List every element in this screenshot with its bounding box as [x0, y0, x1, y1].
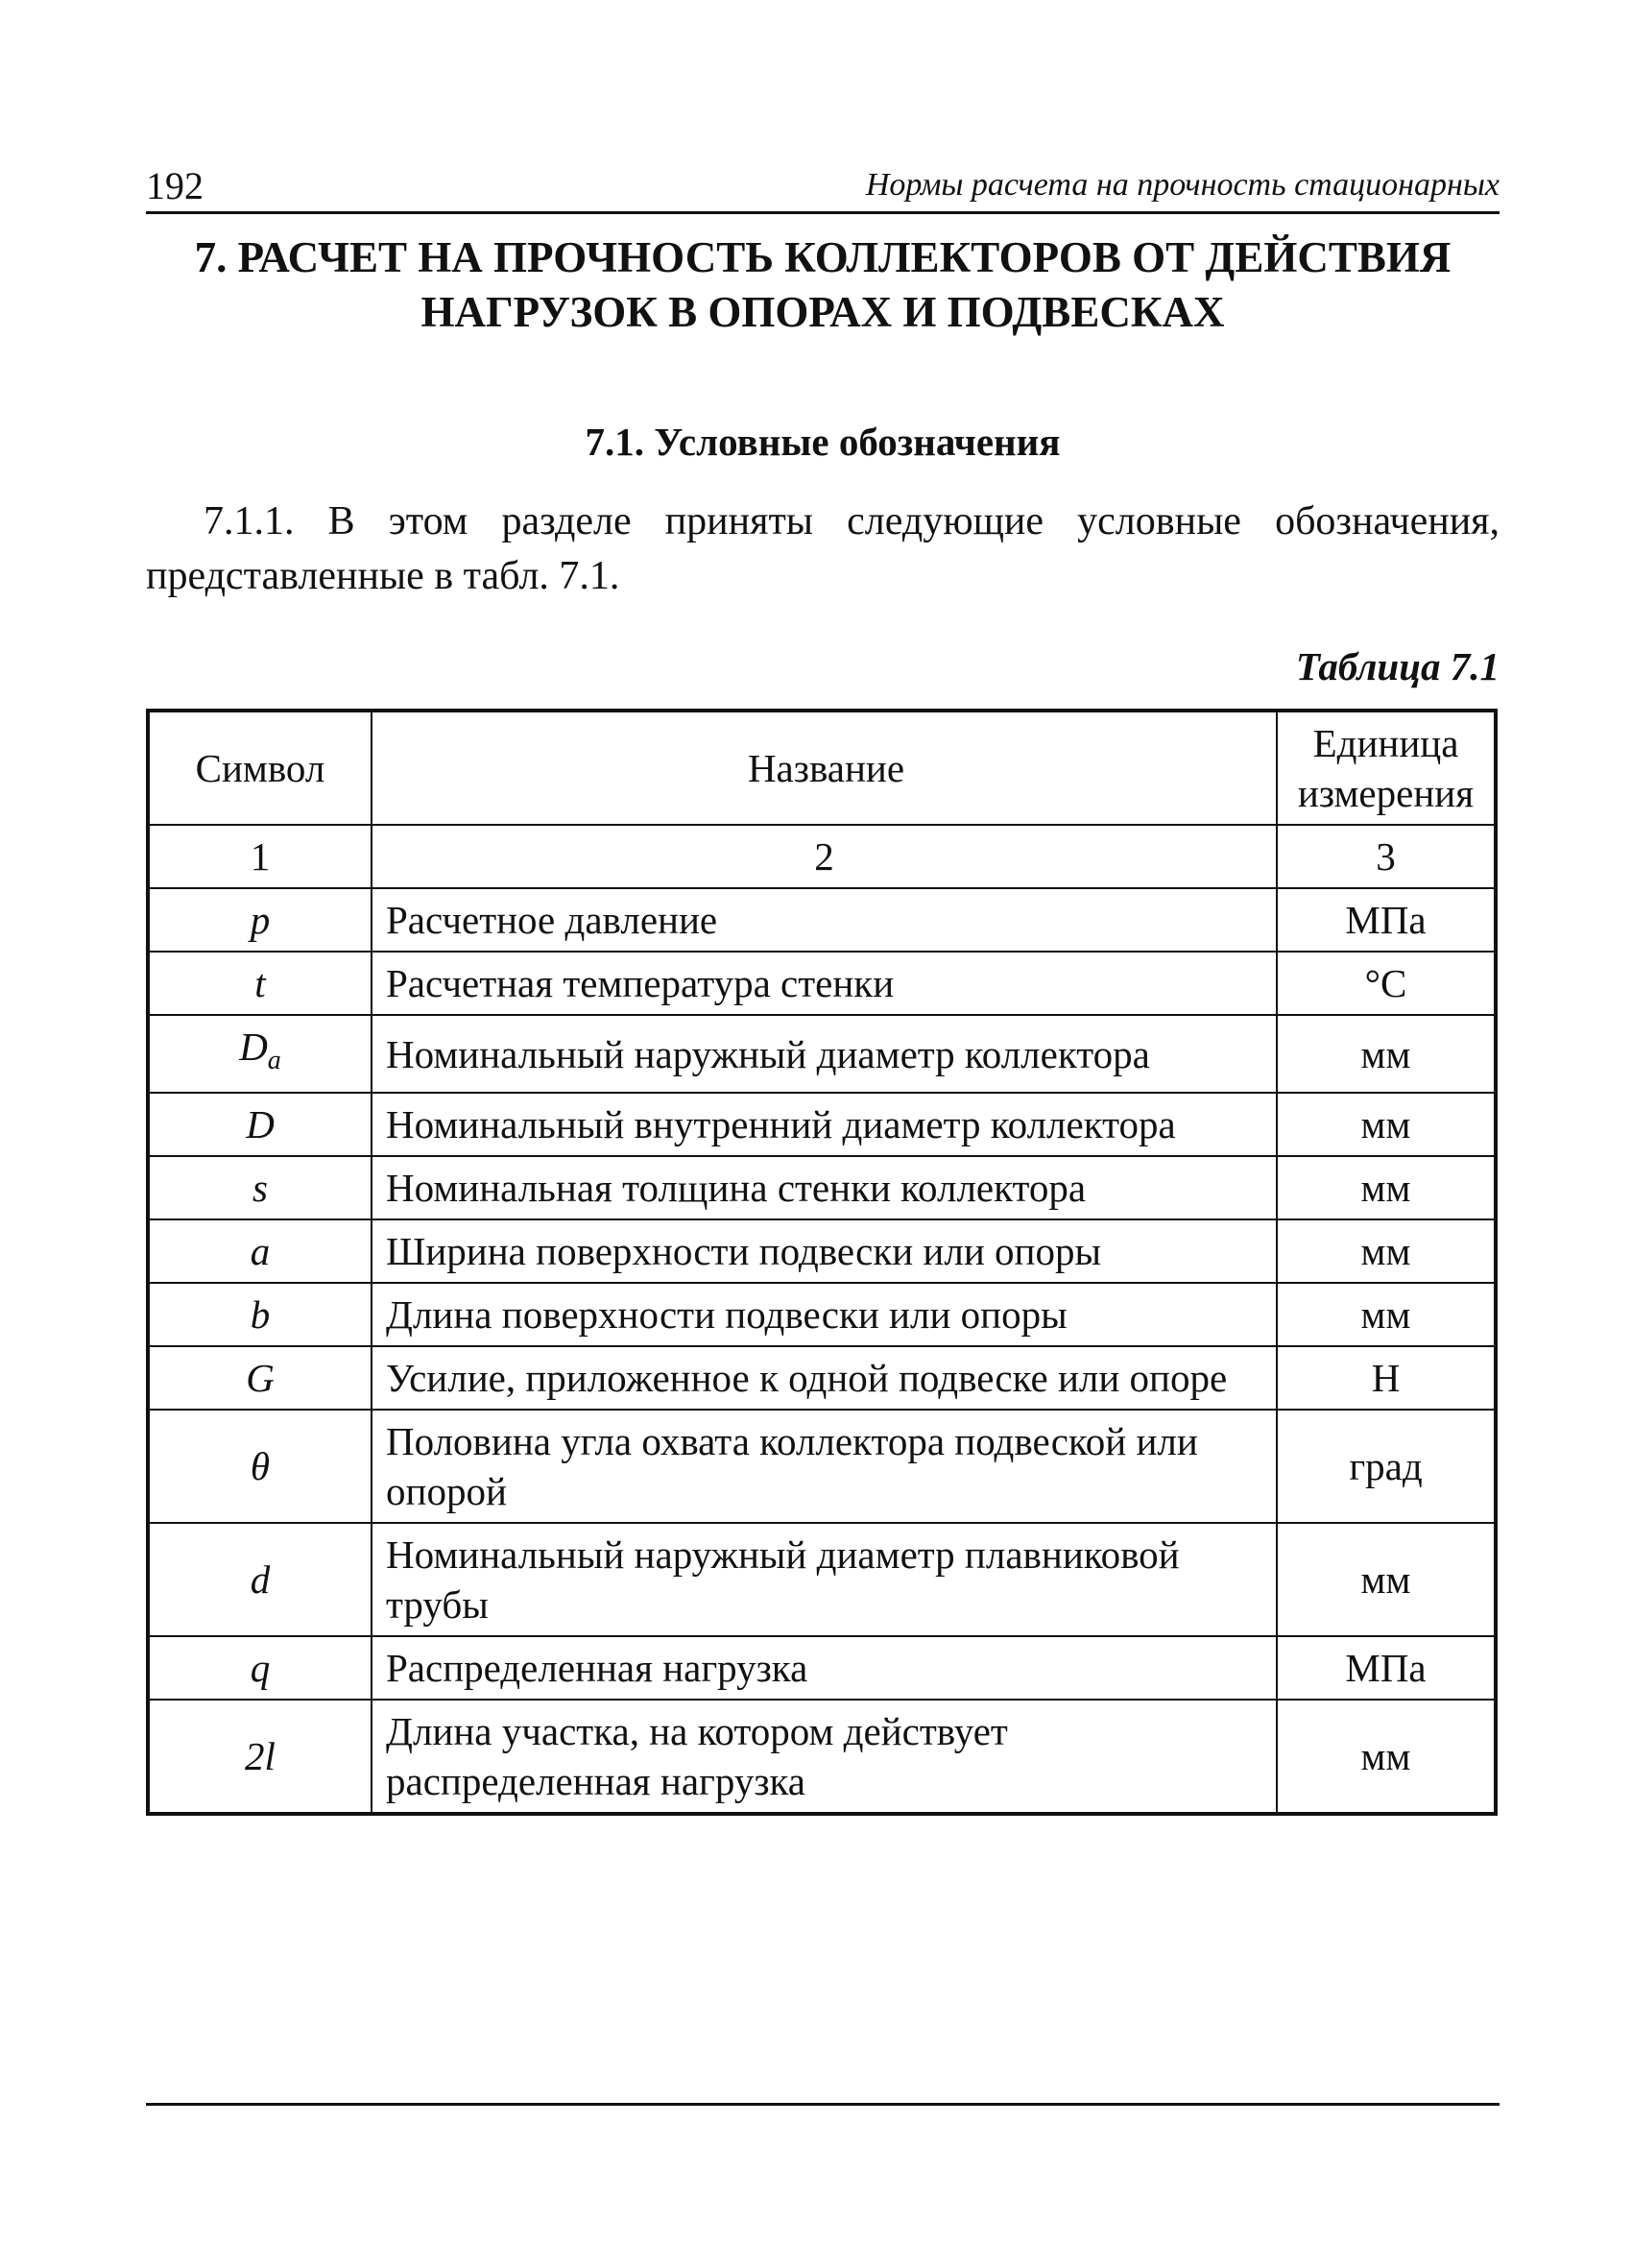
symbol-cell — [148, 1523, 372, 1636]
chapter-title — [146, 230, 1500, 340]
bottom-rule — [146, 2103, 1500, 2106]
unit-cell: мм — [1277, 1283, 1496, 1346]
symbol-text: θ — [250, 1444, 271, 1489]
name-cell: Длина поверхности подвески или опоры — [372, 1283, 1277, 1346]
symbol-cell — [148, 952, 372, 1015]
unit-cell: мм — [1277, 1523, 1496, 1636]
header-symbol: Символ — [148, 711, 372, 825]
symbol-cell — [148, 1636, 372, 1700]
name-cell: Номинальная толщина стенки коллектора — [372, 1156, 1277, 1219]
column-number: 3 — [1277, 825, 1496, 888]
symbol-text: D — [246, 1102, 275, 1147]
symbols-table — [146, 709, 1498, 1816]
name-cell: Распределенная нагрузка — [372, 1636, 1277, 1700]
unit-cell: МПа — [1277, 1636, 1496, 1700]
table-row — [148, 952, 1496, 1015]
paragraph-line-1: 7.1.1. В этом разделе приняты следующие условные обозначения, — [204, 499, 1500, 543]
name-cell: Усилие, приложенное к одной подвеске или опоре — [372, 1346, 1277, 1410]
paragraph-line-2: представленные в табл. 7.1. — [146, 554, 620, 598]
unit-cell: град — [1277, 1410, 1496, 1523]
table-row — [148, 1700, 1496, 1814]
table-row — [148, 1636, 1496, 1700]
symbol-text: p — [250, 898, 271, 942]
name-cell: Половина угла охвата коллектора подвеской или опорой — [372, 1410, 1277, 1523]
section-title: 7.1. Условные обозначения — [585, 420, 1061, 464]
page-number: 192 — [146, 164, 204, 207]
symbol-text: D — [239, 1025, 268, 1069]
name-cell: Номинальный наружный диаметр коллектора — [372, 1015, 1277, 1093]
header-name: Название — [372, 711, 1277, 825]
table-row — [148, 1410, 1496, 1523]
page-header — [146, 161, 1500, 214]
chapter-title-line-2: НАГРУЗОК В ОПОРАХ И ПОДВЕСКАХ — [420, 288, 1225, 336]
symbol-cell — [148, 1219, 372, 1283]
header-unit-line-2: измерения — [1297, 771, 1475, 815]
symbol-cell — [148, 1283, 372, 1346]
symbol-text: G — [246, 1356, 275, 1401]
table-row — [148, 888, 1496, 952]
unit-cell: мм — [1277, 1219, 1496, 1283]
symbol-cell — [148, 1093, 372, 1156]
name-cell: Ширина поверхности подвески или опоры — [372, 1219, 1277, 1283]
table-caption: Таблица 7.1 — [1295, 644, 1500, 688]
symbol-subscript: a — [267, 1046, 281, 1076]
name-cell: Длина участка, на котором действует распределенная нагрузка — [372, 1700, 1277, 1814]
header-unit — [1277, 711, 1496, 825]
symbol-text: d — [250, 1557, 271, 1603]
running-head: Нормы расчета на прочность стационарных — [865, 167, 1500, 203]
symbol-text: 2l — [245, 1734, 276, 1779]
header-unit-line-1: Единица — [1312, 721, 1459, 765]
unit-cell: мм — [1277, 1156, 1496, 1219]
unit-cell: Н — [1277, 1346, 1496, 1410]
table-row — [148, 1346, 1496, 1410]
name-cell: Расчетное давление — [372, 888, 1277, 952]
name-cell: Номинальный наружный диаметр плавниковой трубы — [372, 1523, 1277, 1636]
table-row — [148, 1523, 1496, 1636]
symbol-cell — [148, 1700, 372, 1814]
name-cell: Номинальный внутренний диаметр коллектора — [372, 1093, 1277, 1156]
table-header-row — [148, 711, 1496, 825]
symbol-cell — [148, 1410, 372, 1523]
symbol-text: s — [252, 1166, 268, 1211]
unit-cell: МПа — [1277, 888, 1496, 952]
unit-cell: мм — [1277, 1093, 1496, 1156]
unit-cell: мм — [1277, 1700, 1496, 1814]
symbol-text: t — [254, 961, 266, 1005]
intro-paragraph — [146, 495, 1500, 604]
symbol-cell — [148, 888, 372, 952]
symbol-cell — [148, 1156, 372, 1219]
column-number-row — [148, 825, 1496, 888]
table-row — [148, 1283, 1496, 1346]
name-cell: Расчетная температура стенки — [372, 952, 1277, 1015]
table-row — [148, 1093, 1496, 1156]
unit-cell: °С — [1277, 952, 1496, 1015]
unit-cell: мм — [1277, 1015, 1496, 1093]
chapter-title-line-1: 7. РАСЧЕТ НА ПРОЧНОСТЬ КОЛЛЕКТОРОВ ОТ ДЕЙСТВИЯ — [194, 233, 1452, 281]
symbol-text: q — [250, 1646, 271, 1691]
symbol-text: a — [250, 1229, 271, 1274]
symbol-cell — [148, 1015, 372, 1093]
symbol-text: b — [250, 1292, 271, 1338]
table-row — [148, 1015, 1496, 1093]
column-number: 1 — [148, 825, 372, 888]
table-row — [148, 1219, 1496, 1283]
table-row — [148, 1156, 1496, 1219]
column-number: 2 — [372, 825, 1277, 888]
symbol-cell — [148, 1346, 372, 1410]
